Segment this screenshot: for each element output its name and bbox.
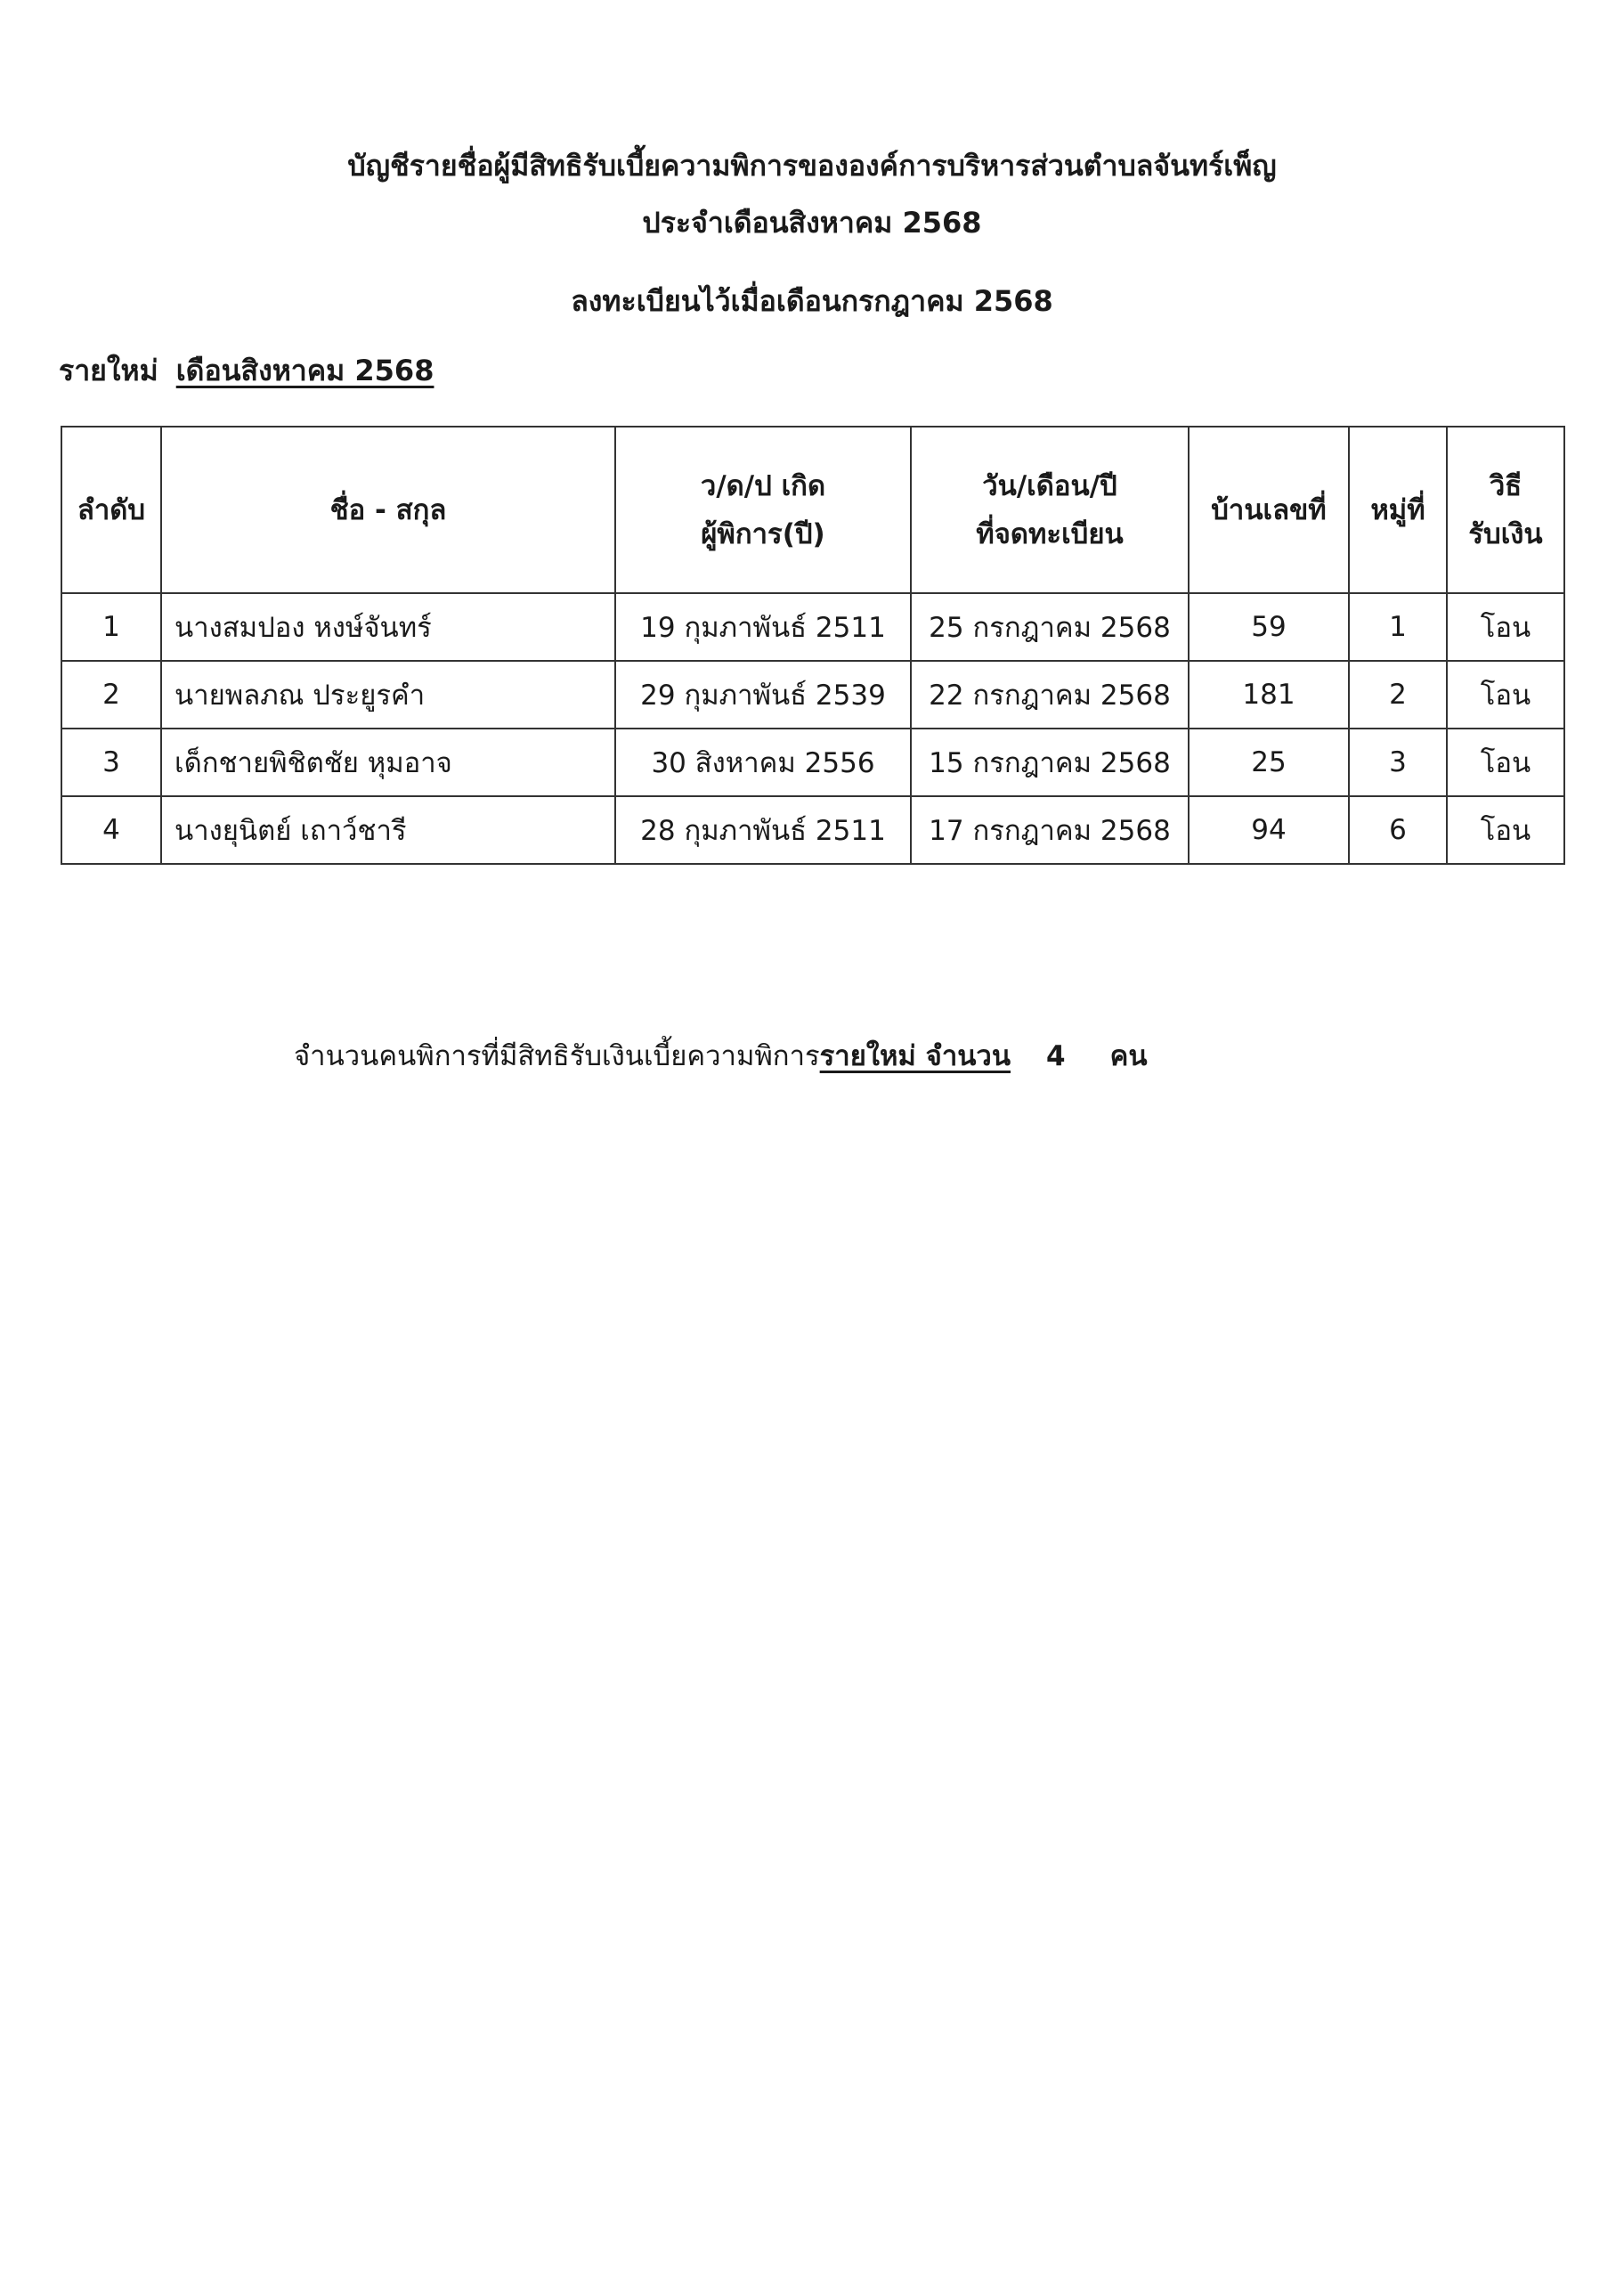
col-header-registered: วัน/เดือน/ปี ที่จดทะเบียน bbox=[911, 427, 1189, 593]
cell-name: นายพลภณ ประยูรคำ bbox=[161, 661, 615, 729]
summary-unit: คน bbox=[1109, 1040, 1148, 1072]
table-row bbox=[61, 661, 1564, 729]
cell-registered: 17 กรกฎาคม 2568 bbox=[911, 796, 1189, 864]
col-header-no: ลำดับ bbox=[61, 427, 161, 593]
cell-payment-method: โอน bbox=[1447, 729, 1564, 796]
document-title: บัญชีรายชื่อผู้มีสิทธิรับเบี้ยความพิการขององค์การบริหารส่วนตำบลจันทร์เพ็ญ bbox=[347, 149, 1277, 183]
cell-payment-method: โอน bbox=[1447, 661, 1564, 729]
col-header-house-no: บ้านเลขที่ bbox=[1189, 427, 1349, 593]
table-header-row bbox=[61, 427, 1564, 593]
cell-name: นางสมปอง หงษ์จันทร์ bbox=[161, 593, 615, 661]
cell-house-no: 94 bbox=[1189, 796, 1349, 864]
cell-name: นางยุนิตย์ เถาว์ชารี bbox=[161, 796, 615, 864]
summary-count: 4 bbox=[1046, 1040, 1066, 1072]
summary-emphasis: รายใหม่ จำนวน bbox=[819, 1040, 1011, 1072]
cell-no: 4 bbox=[61, 796, 161, 864]
summary-line bbox=[294, 1038, 1148, 1074]
cell-house-no: 181 bbox=[1189, 661, 1349, 729]
cell-name: เด็กชายพิชิตชัย หุมอาจ bbox=[161, 729, 615, 796]
section-label: รายใหม่ bbox=[59, 354, 158, 387]
table-row bbox=[61, 593, 1564, 661]
cell-payment-method: โอน bbox=[1447, 796, 1564, 864]
table-row bbox=[61, 796, 1564, 864]
cell-no: 1 bbox=[61, 593, 161, 661]
document-registration-month: ลงทะเบียนไว้เมื่อเดือนกรกฎาคม 2568 bbox=[571, 284, 1053, 318]
col-header-dob: ว/ด/ป เกิด ผู้พิการ(ปี) bbox=[615, 427, 911, 593]
col-header-payment-method: วิธี รับเงิน bbox=[1447, 427, 1564, 593]
cell-house-no: 25 bbox=[1189, 729, 1349, 796]
col-header-moo: หมู่ที่ bbox=[1349, 427, 1447, 593]
cell-dob: 30 สิงหาคม 2556 bbox=[615, 729, 911, 796]
beneficiary-table bbox=[61, 426, 1565, 865]
cell-house-no: 59 bbox=[1189, 593, 1349, 661]
cell-payment-method: โอน bbox=[1447, 593, 1564, 661]
cell-registered: 25 กรกฎาคม 2568 bbox=[911, 593, 1189, 661]
cell-dob: 28 กุมภาพันธ์ 2511 bbox=[615, 796, 911, 864]
cell-registered: 22 กรกฎาคม 2568 bbox=[911, 661, 1189, 729]
cell-moo: 6 bbox=[1349, 796, 1447, 864]
cell-moo: 3 bbox=[1349, 729, 1447, 796]
document-period: ประจำเดือนสิงหาคม 2568 bbox=[642, 206, 982, 240]
cell-dob: 29 กุมภาพันธ์ 2539 bbox=[615, 661, 911, 729]
section-heading bbox=[59, 353, 434, 388]
col-header-name: ชื่อ - สกุล bbox=[161, 427, 615, 593]
cell-dob: 19 กุมภาพันธ์ 2511 bbox=[615, 593, 911, 661]
table-row bbox=[61, 729, 1564, 796]
cell-moo: 1 bbox=[1349, 593, 1447, 661]
section-month: เดือนสิงหาคม 2568 bbox=[175, 354, 434, 387]
cell-no: 3 bbox=[61, 729, 161, 796]
cell-registered: 15 กรกฎาคม 2568 bbox=[911, 729, 1189, 796]
summary-text: จำนวนคนพิการที่มีสิทธิรับเงินเบี้ยความพิการ bbox=[294, 1040, 820, 1072]
cell-no: 2 bbox=[61, 661, 161, 729]
cell-moo: 2 bbox=[1349, 661, 1447, 729]
